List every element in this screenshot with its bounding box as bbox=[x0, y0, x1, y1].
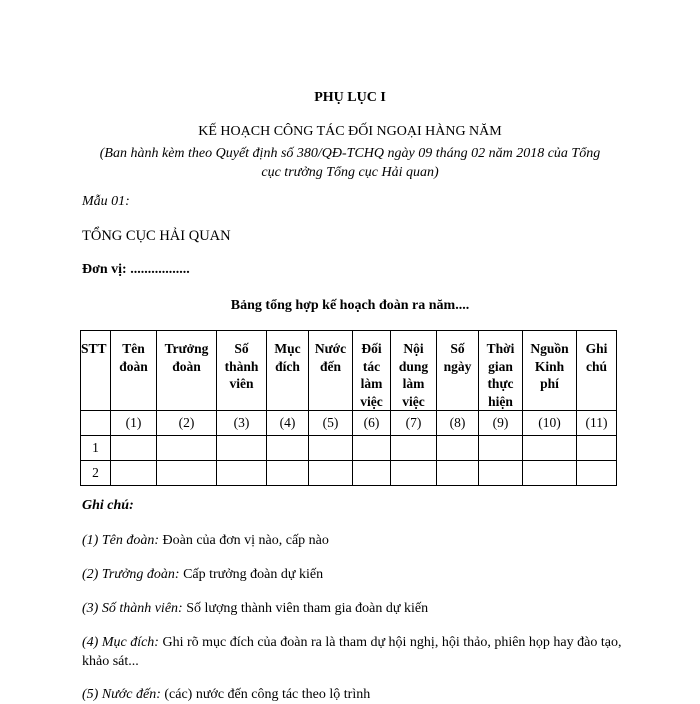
table-cell bbox=[157, 436, 217, 461]
column-number bbox=[81, 411, 111, 436]
note-label: (2) Trưởng đoàn: bbox=[82, 567, 180, 582]
subtitle-line-2: cục trưởng Tổng cục Hải quan) bbox=[261, 165, 439, 180]
table-cell bbox=[523, 436, 577, 461]
column-header bbox=[111, 331, 157, 411]
row-number: 2 bbox=[81, 461, 111, 486]
table-cell bbox=[353, 461, 391, 486]
subtitle-line-1: (Ban hành kèm theo Quyết định số 380/QĐ-TCHQ ngày 09 tháng 02 năm 2018 của Tổng bbox=[99, 146, 601, 161]
row-number: 1 bbox=[81, 436, 111, 461]
column-header bbox=[157, 331, 217, 411]
column-header-line: STT bbox=[81, 341, 107, 356]
table-cell bbox=[111, 461, 157, 486]
column-header bbox=[391, 331, 437, 411]
column-header-line: đích bbox=[275, 358, 300, 374]
table-cell bbox=[267, 436, 309, 461]
column-header bbox=[217, 331, 267, 411]
table-cell bbox=[479, 436, 523, 461]
column-header-line: đoàn bbox=[119, 358, 148, 374]
note-item bbox=[82, 685, 622, 704]
column-number: (10) bbox=[523, 411, 577, 436]
column-header-line: Số bbox=[450, 341, 465, 356]
column-header-line: đoàn bbox=[172, 358, 201, 374]
table-header-row bbox=[81, 331, 617, 411]
table-cell bbox=[217, 436, 267, 461]
column-number: (7) bbox=[391, 411, 437, 436]
column-header-line: gian bbox=[488, 358, 513, 374]
table-cell bbox=[437, 436, 479, 461]
column-header bbox=[267, 331, 309, 411]
column-header-line: Kinh bbox=[534, 358, 565, 374]
note-label: (3) Số thành viên: bbox=[82, 601, 183, 616]
column-number: (2) bbox=[157, 411, 217, 436]
table-cell bbox=[267, 461, 309, 486]
column-header-line: ngày bbox=[443, 358, 472, 374]
column-header-line: Mục bbox=[274, 341, 301, 356]
column-header bbox=[523, 331, 577, 411]
column-header bbox=[353, 331, 391, 411]
column-header-line: Đối bbox=[361, 341, 382, 356]
column-header-line: Ghi bbox=[585, 341, 608, 356]
table-cell bbox=[157, 461, 217, 486]
table-cell bbox=[479, 461, 523, 486]
table-cell bbox=[391, 461, 437, 486]
column-header bbox=[479, 331, 523, 411]
table-row bbox=[81, 461, 617, 486]
column-header-line: viên bbox=[229, 376, 254, 391]
unit-label: Đơn vị: ................. bbox=[82, 262, 190, 277]
column-header-line: tác bbox=[362, 358, 381, 374]
column-header-line: thực bbox=[487, 376, 514, 391]
table-row bbox=[81, 436, 617, 461]
column-number: (1) bbox=[111, 411, 157, 436]
table-cell bbox=[577, 461, 617, 486]
column-number: (3) bbox=[217, 411, 267, 436]
column-number: (9) bbox=[479, 411, 523, 436]
note-text: Số lượng thành viên tham gia đoàn dự kiến bbox=[182, 601, 429, 616]
note-label: (4) Mục đích: bbox=[82, 635, 159, 650]
column-header-line: làm bbox=[402, 376, 425, 391]
column-header-line: việc bbox=[402, 393, 425, 409]
column-header-line: chú bbox=[585, 358, 607, 374]
table-title: Bảng tổng hợp kế hoạch đoàn ra năm.... bbox=[230, 298, 470, 313]
note-item bbox=[82, 531, 622, 550]
column-header-line: đến bbox=[319, 358, 341, 374]
table-cell bbox=[111, 436, 157, 461]
appendix-title: PHỤ LỤC I bbox=[314, 90, 386, 105]
note-text: Ghi rõ mục đích của đoàn ra là tham dự hội nghị, hội thảo, phiên họp hay đào tạo, khảo sát... bbox=[82, 635, 622, 669]
table-cell bbox=[391, 436, 437, 461]
note-item bbox=[82, 633, 622, 671]
plan-title: KẾ HOẠCH CÔNG TÁC ĐỐI NGOẠI HÀNG NĂM bbox=[198, 124, 502, 139]
column-header-line: Nước bbox=[314, 341, 347, 356]
table-cell bbox=[577, 436, 617, 461]
note-text: (các) nước đến công tác theo lộ trình bbox=[160, 687, 371, 702]
note-label: (5) Nước đến: bbox=[82, 687, 161, 702]
column-header bbox=[577, 331, 617, 411]
column-header-line: Tên bbox=[122, 341, 145, 356]
column-header-line: Số bbox=[234, 341, 249, 356]
organization-name: TỔNG CỤC HẢI QUAN bbox=[82, 228, 231, 244]
column-number: (11) bbox=[577, 411, 617, 436]
plan-table bbox=[80, 330, 617, 486]
column-number: (6) bbox=[353, 411, 391, 436]
column-header-line: Nội bbox=[403, 341, 424, 356]
column-header-line: phí bbox=[540, 376, 559, 391]
column-header-line: thành bbox=[224, 358, 259, 374]
notes-title: Ghi chú: bbox=[82, 498, 134, 513]
column-header bbox=[309, 331, 353, 411]
table-cell bbox=[309, 436, 353, 461]
column-number: (5) bbox=[309, 411, 353, 436]
column-header bbox=[81, 331, 111, 411]
table-cell bbox=[309, 461, 353, 486]
note-item bbox=[82, 565, 622, 584]
table-cell bbox=[437, 461, 479, 486]
subtitle bbox=[0, 144, 700, 182]
table-cell bbox=[523, 461, 577, 486]
note-text: Đoàn của đơn vị nào, cấp nào bbox=[159, 533, 329, 548]
column-header-line: Trưởng bbox=[164, 341, 209, 356]
column-header-line: Thời bbox=[486, 341, 515, 356]
form-label: Mẫu 01: bbox=[82, 194, 130, 209]
column-number-row bbox=[81, 411, 617, 436]
note-label: (1) Tên đoàn: bbox=[82, 533, 159, 548]
column-number: (8) bbox=[437, 411, 479, 436]
column-number: (4) bbox=[267, 411, 309, 436]
column-header-line: Nguồn bbox=[530, 341, 569, 356]
column-header-line: dung bbox=[398, 358, 429, 374]
column-header-line: hiện bbox=[488, 393, 513, 409]
note-item bbox=[82, 599, 622, 618]
table-cell bbox=[217, 461, 267, 486]
note-text: Cấp trưởng đoàn dự kiến bbox=[179, 567, 324, 582]
column-header-line: làm bbox=[360, 376, 383, 391]
table-cell bbox=[353, 436, 391, 461]
column-header-line: việc bbox=[360, 393, 383, 409]
column-header bbox=[437, 331, 479, 411]
